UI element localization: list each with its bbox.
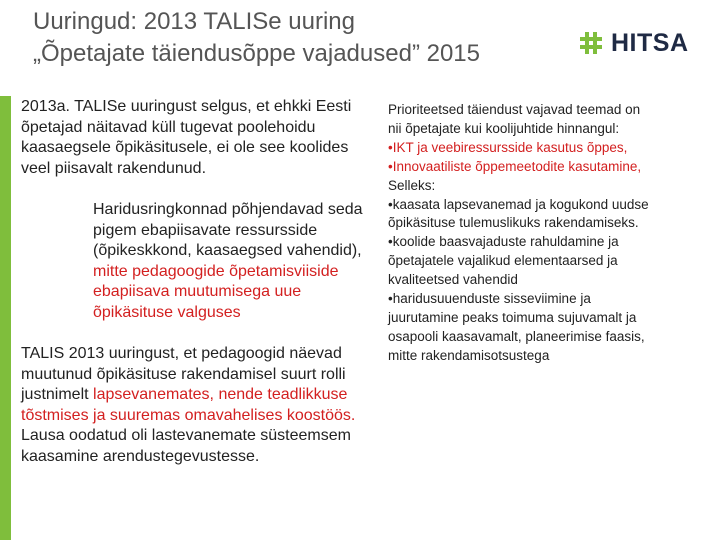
hitsa-logo bbox=[580, 30, 689, 56]
right-line: •IKT ja veebiressursside kasutus õppes, bbox=[388, 139, 628, 155]
paragraph-talis-2013a: 2013a. TALISe uuringust selgus, et ehkki Eesti õpetajad näitavad küll tugevat poolehoidu kaasaegsele õpikäsitusele, ei ole see koolides veel piisavalt rakendunud. bbox=[21, 98, 352, 177]
hash-logo-icon bbox=[580, 32, 602, 54]
right-line: osapooli kaasavamalt, planeerimise faasis, bbox=[388, 328, 645, 344]
paragraph-haridusringkonnad bbox=[21, 200, 366, 323]
paragraph-text: Lausa oodatud oli lastevanemate süsteemsem kaasamine arendustegevustesse. bbox=[21, 427, 351, 465]
highlighted-text: lapsevanemates, nende teadlikkuse tõstmises ja suuremas omavahelises koostöös. bbox=[21, 386, 356, 424]
right-column bbox=[388, 101, 700, 366]
slide-title bbox=[33, 6, 573, 70]
left-column bbox=[21, 97, 366, 467]
accent-bar bbox=[0, 96, 11, 540]
right-line: juurutamine peaks toimuma sujuvamalt ja bbox=[388, 309, 637, 325]
right-line: kvaliteetsed vahendid bbox=[388, 272, 518, 288]
right-line: Prioriteetsed täiendust vajavad teemad on bbox=[388, 102, 641, 117]
paragraph-text: Haridusringkonnad põhjendavad seda pigem ebapiisavate ressursside (õpikeskkond, kaasaegsed vahendid), bbox=[93, 201, 363, 259]
title-line-2: „Õpetajate täiendusõppe vajadused” 2015 bbox=[33, 40, 480, 67]
right-line: •haridusuuenduste sisseviimine ja bbox=[388, 291, 591, 307]
right-line: mitte rakendamisotsustega bbox=[388, 347, 550, 363]
right-line: õpikäsituse tulemuslikuks rakendamiseks. bbox=[388, 215, 639, 231]
right-line: Selleks: bbox=[388, 177, 436, 193]
right-line: nii õpetajate kui koolijuhtide hinnangul: bbox=[388, 120, 620, 136]
right-line: •kaasata lapsevanemad ja kogukond uudse bbox=[388, 196, 649, 212]
right-line: •koolide baasvajaduste rahuldamine ja bbox=[388, 234, 619, 250]
logo-text: HITSA bbox=[611, 29, 689, 57]
right-line: õpetajatele vajalikud elementaarsed ja bbox=[388, 253, 618, 269]
title-line-1: Uuringud: 2013 TALISe uuring bbox=[33, 8, 355, 35]
paragraph-text: TALIS 2013 uuringust, et pedagoogid näevad muutunud õpikäsituse rakendamisel suurt rolli justnimelt bbox=[21, 345, 346, 403]
right-line: •Innovaatiliste õppemeetodite kasutamine, bbox=[388, 158, 642, 174]
highlighted-text: mitte pedagoogide õpetamisviiside ebapiisava muutumisega uue õpikäsituse valguses bbox=[93, 262, 339, 321]
paragraph-talis-2013 bbox=[21, 344, 366, 467]
